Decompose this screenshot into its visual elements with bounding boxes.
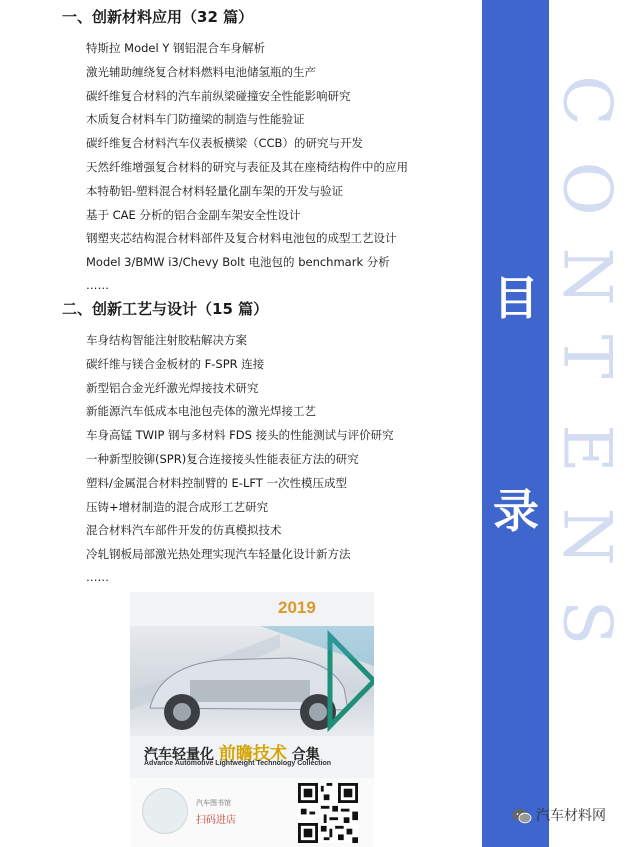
book-cover-ad[interactable] xyxy=(130,592,374,847)
section2-item: 一种新型胶铆(SPR)复合连接接头性能表征方法的研究 xyxy=(86,452,359,466)
car-chassis-image xyxy=(130,626,374,736)
section1-item: …… xyxy=(86,278,109,292)
section2-item: 冷轧钢板局部激光热处理实现汽车轻量化设计新方法 xyxy=(86,547,351,562)
section2-item: 新型铝合金光纤激光焊接技术研究 xyxy=(86,380,259,395)
book-brand: 汽车图书馆 xyxy=(196,799,231,807)
wechat-icon xyxy=(512,808,532,824)
book-title-accent: 前瞻技术 xyxy=(218,744,287,764)
section1-item: 本特勒铝-塑料混合材料轻量化副车架的开发与验证 xyxy=(86,183,344,198)
book-year: 2019 xyxy=(278,598,316,617)
section2-item: 车身结构智能注射胶粘解决方案 xyxy=(86,333,247,347)
contents-letter: O xyxy=(548,161,626,216)
qr-code-icon[interactable] xyxy=(298,783,358,843)
contents-letter: N xyxy=(548,247,626,306)
contents-letter: T xyxy=(548,334,626,379)
section2-item: 车身高锰 TWIP 钢与多材料 FDS 接头的性能测试与评价研究 xyxy=(86,428,394,443)
contents-letter: E xyxy=(548,424,626,473)
section2-item: 碳纤维与镁合金板材的 F-SPR 连接 xyxy=(86,356,265,371)
section1-item: 天然纤维增强复合材料的研究与表征及其在座椅结构件中的应用 xyxy=(86,160,408,174)
scan-to-store-label: 扫码进店 xyxy=(196,815,236,826)
section1-item: 碳纤维复合材料汽车仪表板横梁（CCB）的研究与开发 xyxy=(86,136,363,151)
book-title-pre: 汽车轻量化 xyxy=(144,747,214,763)
section2-item: 新能源汽车低成本电池包壳体的激光焊接工艺 xyxy=(86,404,316,419)
section1-item: 基于 CAE 分析的铝合金副车架安全性设计 xyxy=(86,207,301,222)
watermark-text: 汽车材料网 xyxy=(536,808,606,824)
section2-item: 混合材料汽车部件开发的仿真模拟技术 xyxy=(86,523,282,538)
contents-letter: S xyxy=(548,599,626,646)
section1-item: 碳纤维复合材料的汽车前纵梁碰撞安全性能影响研究 xyxy=(86,88,351,103)
section1-item: 激光辅助缠绕复合材料燃料电池储氢瓶的生产 xyxy=(86,64,316,79)
toc-char-lu: 录 xyxy=(493,484,539,538)
section2-item: …… xyxy=(86,570,109,584)
book-title-post: 合集 xyxy=(291,747,320,763)
library-logo-icon xyxy=(142,788,188,834)
section2-item: 压铸+增材制造的混合成形工艺研究 xyxy=(86,499,269,514)
section1-item: 钢塑夹芯结构混合材料部件及复合材料电池包的成型工艺设计 xyxy=(86,231,397,246)
toc-char-mu: 目 xyxy=(493,271,539,325)
section1-title: 一、创新材料应用（32 篇） xyxy=(62,8,254,26)
section1-item: Model 3/BMW i3/Chevy Bolt 电池包的 benchmark 分析 xyxy=(86,255,390,270)
section1-item: 木质复合材料车门防撞梁的制造与性能验证 xyxy=(86,112,305,127)
contents-letter: N xyxy=(548,507,626,566)
book-footer xyxy=(130,778,374,847)
contents-blue-bar xyxy=(482,0,549,847)
section2-item: 塑料/金属混合材料控制臂的 E-LFT 一次性模压成型 xyxy=(86,475,347,490)
section2-title: 二、创新工艺与设计（15 篇） xyxy=(62,300,269,318)
section1-item: 特斯拉 Model Y 钢铝混合车身解析 xyxy=(86,41,266,55)
contents-letter: C xyxy=(548,75,626,126)
book-subtitle: Advance Automotive Lightweight Technology Collection xyxy=(144,760,332,767)
